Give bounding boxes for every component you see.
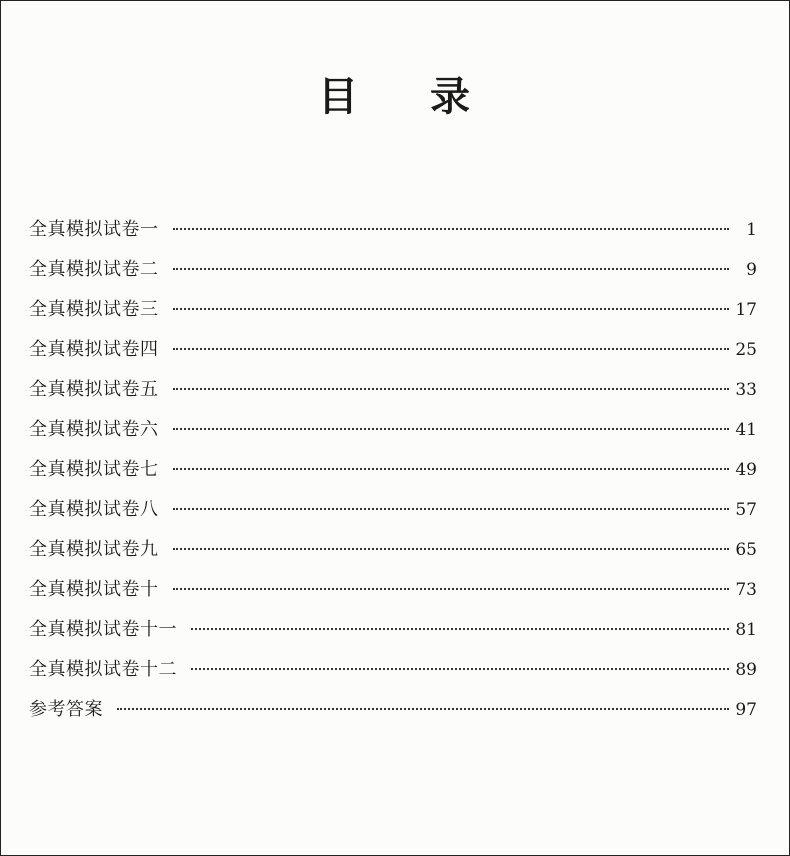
toc-entry[interactable]	[29, 575, 757, 615]
toc-entry-page: 33	[735, 380, 757, 400]
toc-entry[interactable]	[29, 415, 757, 455]
dot-leader	[173, 268, 730, 270]
dot-leader	[173, 468, 730, 470]
toc-entry[interactable]	[29, 215, 757, 255]
toc-entry-page: 41	[735, 420, 757, 440]
toc-entry-label: 参考答案	[29, 699, 103, 720]
toc-entry-page: 73	[735, 580, 757, 600]
toc-entry-label: 全真模拟试卷二	[29, 259, 159, 280]
toc-entry[interactable]	[29, 255, 757, 295]
dot-leader	[173, 588, 730, 590]
toc-entry-page: 57	[735, 500, 757, 520]
toc-entry[interactable]	[29, 495, 757, 535]
title-char-2: 录	[430, 74, 472, 120]
toc-entry-label: 全真模拟试卷十二	[29, 659, 177, 680]
toc-entry[interactable]	[29, 295, 757, 335]
toc-entry-page: 25	[735, 340, 757, 360]
toc-entry-label: 全真模拟试卷一	[29, 219, 159, 240]
toc-entry-page: 1	[746, 220, 757, 240]
toc-entry[interactable]	[29, 455, 757, 495]
page-title	[1, 65, 789, 122]
toc-entry[interactable]	[29, 695, 757, 735]
dot-leader	[173, 428, 730, 430]
toc-entry-label: 全真模拟试卷十	[29, 579, 159, 600]
toc-entry-page: 49	[735, 460, 757, 480]
toc-entry-label: 全真模拟试卷六	[29, 419, 159, 440]
toc-entry-page: 97	[735, 700, 757, 720]
toc-entry-page: 17	[735, 300, 757, 320]
dot-leader	[173, 228, 730, 230]
dot-leader	[191, 628, 729, 630]
dot-leader	[117, 708, 729, 710]
toc-entry[interactable]	[29, 615, 757, 655]
toc-entry[interactable]	[29, 535, 757, 575]
table-of-contents	[29, 215, 757, 735]
toc-entry-label: 全真模拟试卷八	[29, 499, 159, 520]
toc-entry-page: 89	[735, 660, 757, 680]
toc-entry[interactable]	[29, 375, 757, 415]
toc-entry-label: 全真模拟试卷十一	[29, 619, 177, 640]
toc-entry-page: 65	[735, 540, 757, 560]
toc-entry-page: 9	[746, 260, 757, 280]
dot-leader	[173, 308, 730, 310]
toc-entry-page: 81	[735, 620, 757, 640]
toc-entry-label: 全真模拟试卷四	[29, 339, 159, 360]
toc-entry-label: 全真模拟试卷七	[29, 459, 159, 480]
dot-leader	[173, 508, 730, 510]
toc-entry[interactable]	[29, 655, 757, 695]
dot-leader	[173, 548, 730, 550]
toc-entry-label: 全真模拟试卷九	[29, 539, 159, 560]
dot-leader	[173, 388, 730, 390]
title-char-1: 目	[318, 74, 360, 120]
dot-leader	[191, 668, 729, 670]
toc-entry[interactable]	[29, 335, 757, 375]
dot-leader	[173, 348, 730, 350]
toc-entry-label: 全真模拟试卷五	[29, 379, 159, 400]
toc-entry-label: 全真模拟试卷三	[29, 299, 159, 320]
